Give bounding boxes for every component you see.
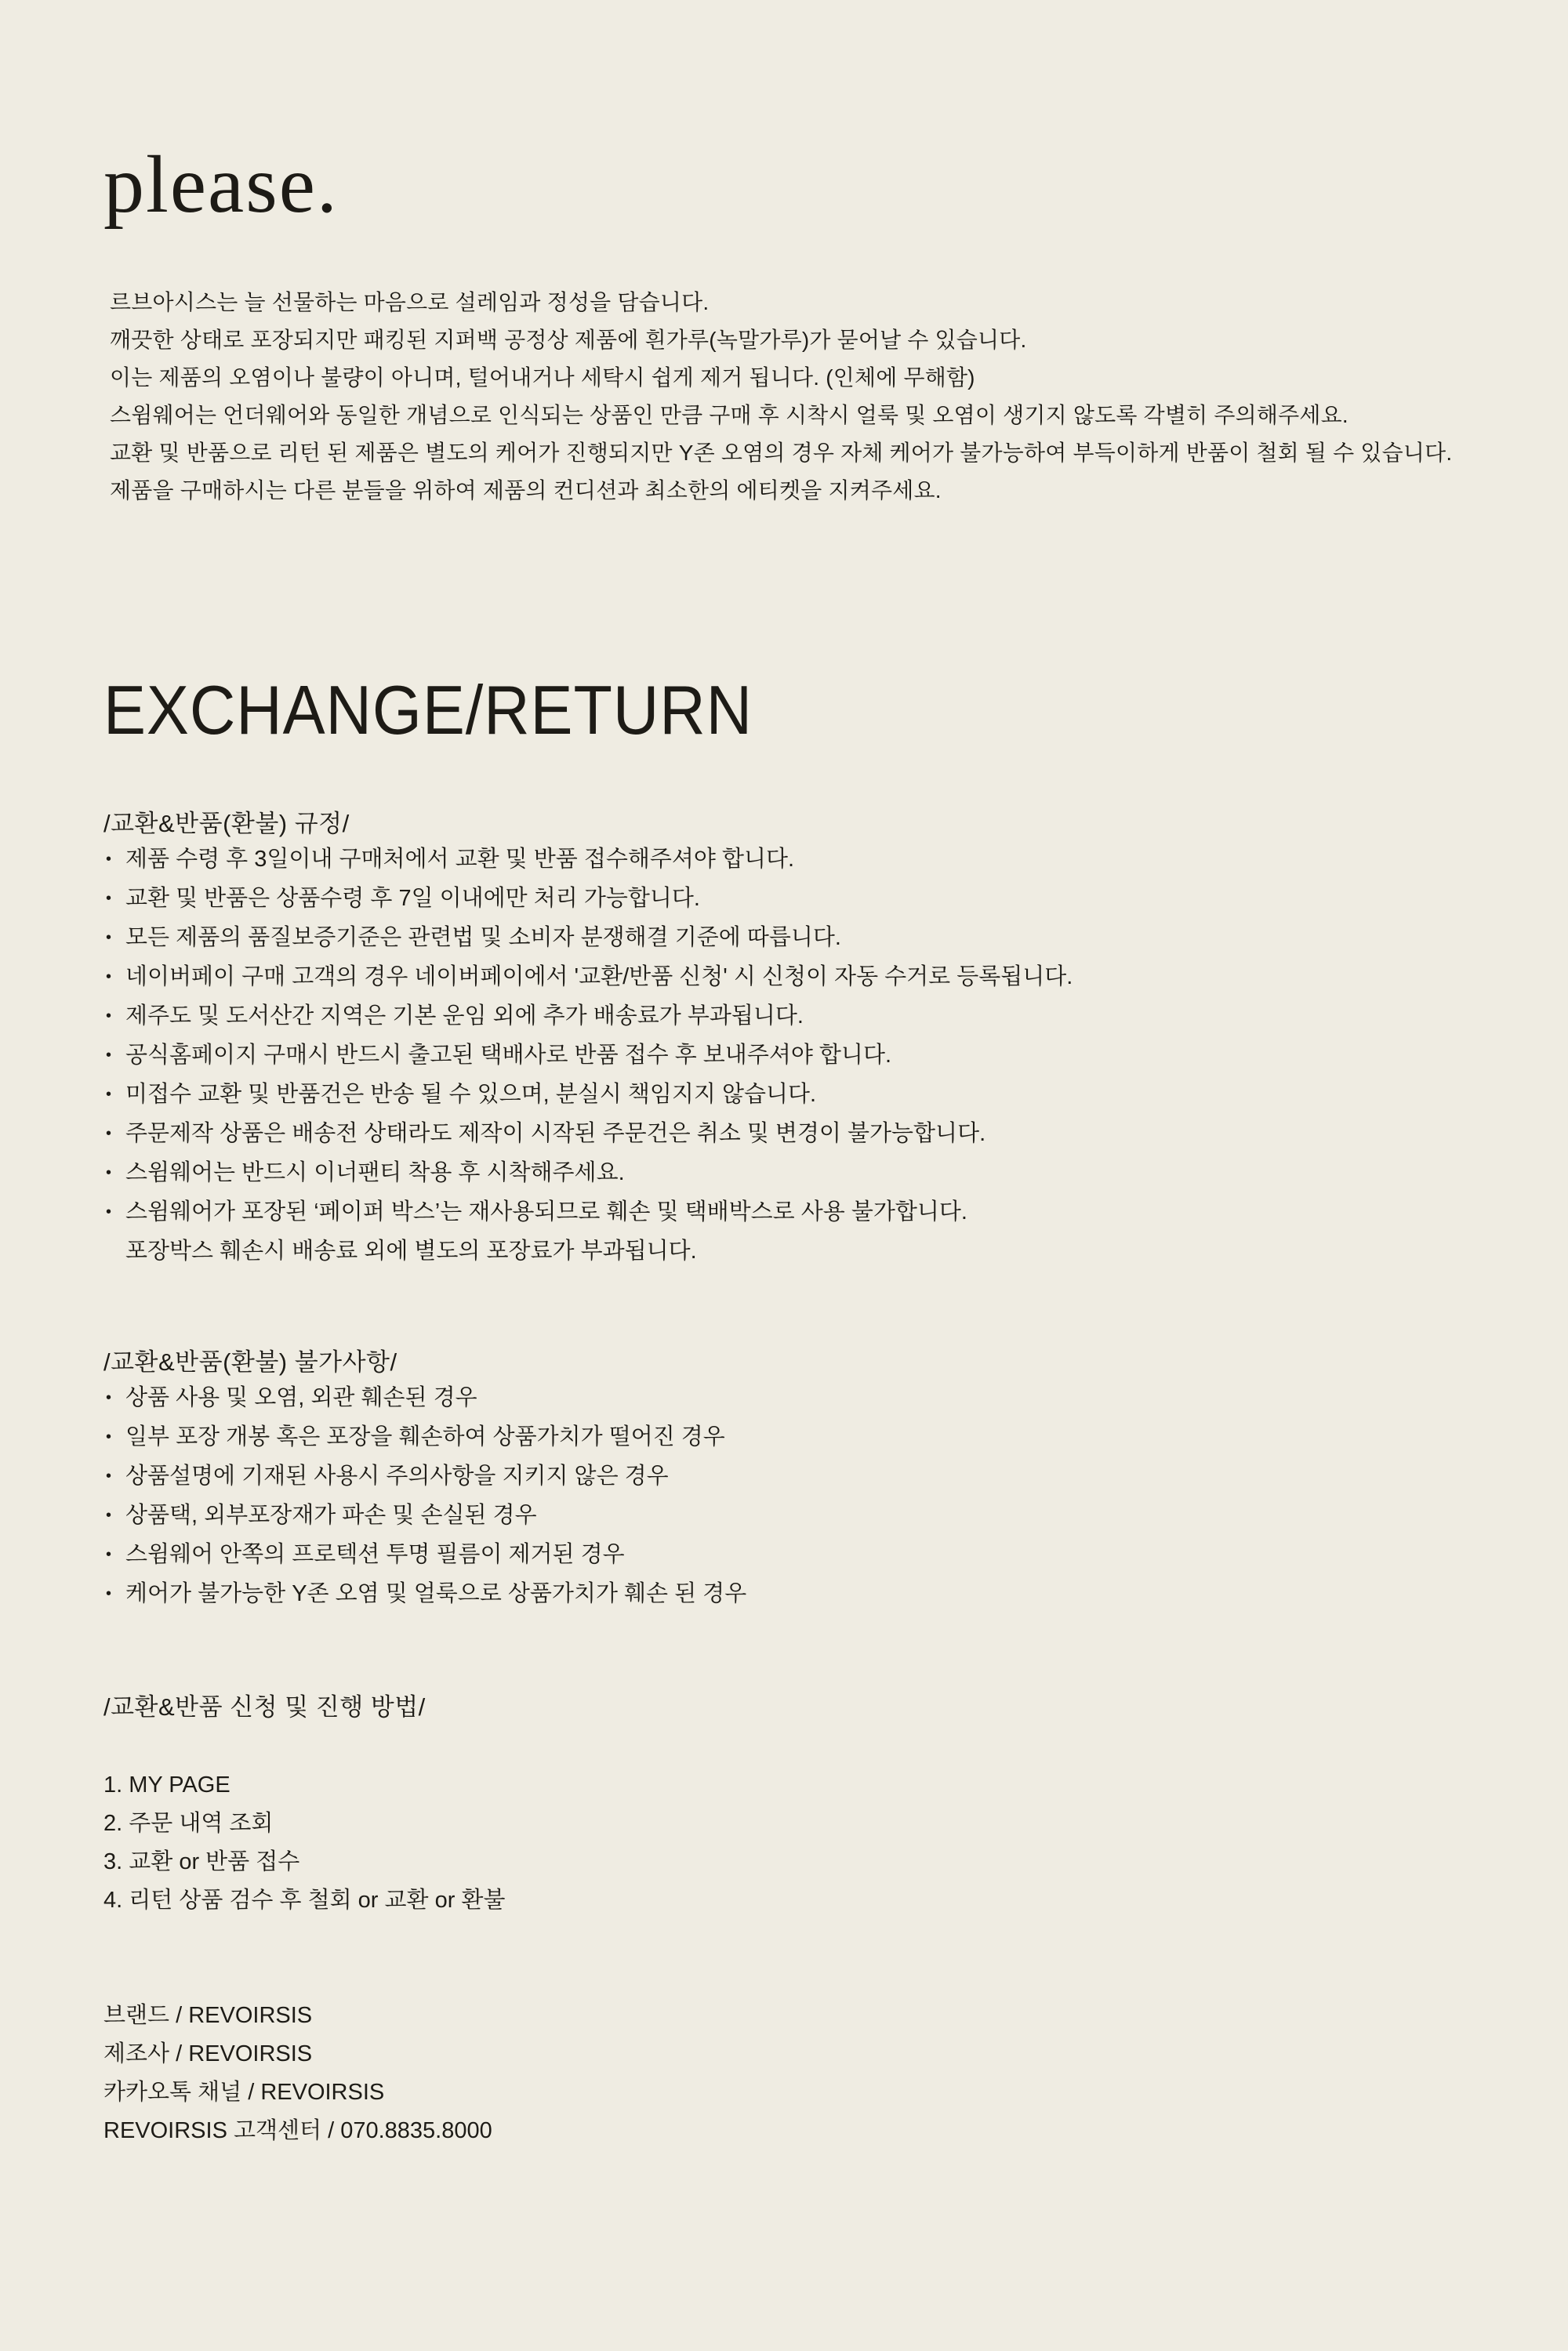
intro-line: 교환 및 반품으로 리턴 된 제품은 별도의 케어가 진행되지만 Y존 오염의 경우 자체 케어가 불가능하여 부득이하게 반품이 철회 될 수 있습니다. bbox=[110, 440, 1453, 465]
procedure-step: 2. 주문 내역 조회 bbox=[103, 1810, 274, 1836]
intro-line: 스윔웨어는 언더웨어와 동일한 개념으로 인식되는 상품인 만큼 구매 후 시착시 얼룩 및 오염이 생기지 않도록 각별히 주의해주세요. bbox=[110, 402, 1348, 427]
policy-item: • 스윔웨어는 반드시 이너팬티 착용 후 시착해주세요. bbox=[103, 1153, 1513, 1192]
intro-section bbox=[103, 0, 1513, 510]
restrictions-heading: /교환&반품(환불) 불가사항/ bbox=[103, 1348, 397, 1376]
policy-item: • 미접수 교환 및 반품건은 반송 될 수 있으며, 분실시 책임지지 않습니다. bbox=[103, 1075, 1513, 1114]
policy-item: • 공식홈페이지 구매시 반드시 출고된 택배사로 반품 접수 후 보내주셔야 합니다. bbox=[103, 1036, 1513, 1075]
procedure-steps bbox=[103, 1766, 1513, 1920]
intro-line: 제품을 구매하시는 다른 분들을 위하여 제품의 컨디션과 최소한의 에티켓을 지켜주세요. bbox=[110, 477, 942, 502]
brand-line: REVOIRSIS 고객센터 / 070.8835.8000 bbox=[103, 2117, 492, 2143]
brand-line: 카카오톡 채널 / REVOIRSIS bbox=[103, 2079, 385, 2105]
restriction-item: • 일부 포장 개봉 혹은 포장을 훼손하여 상품가치가 떨어진 경우 bbox=[103, 1417, 1513, 1457]
policy-item: • 제주도 및 도서산간 지역은 기본 운임 외에 추가 배송료가 부과됩니다. bbox=[103, 996, 1513, 1036]
procedure-heading: /교환&반품 신청 및 진행 방법/ bbox=[103, 1693, 426, 1721]
restriction-item: • 상품설명에 기재된 사용시 주의사항을 지키지 않은 경우 bbox=[103, 1457, 1513, 1496]
policy-item: • 교환 및 반품은 상품수령 후 7일 이내에만 처리 가능합니다. bbox=[103, 879, 1513, 918]
intro-line: 깨끗한 상태로 포장되지만 패킹된 지퍼백 공정상 제품에 흰가루(녹말가루)가 묻어날 수 있습니다. bbox=[110, 327, 1027, 352]
intro-title: please. bbox=[103, 140, 339, 230]
intro-line: 이는 제품의 오염이나 불량이 아니며, 털어내거나 세탁시 쉽게 제거 됩니다. (인체에 무해함) bbox=[110, 365, 975, 390]
restriction-item: • 케어가 불가능한 Y존 오염 및 얼룩으로 상품가치가 훼손 된 경우 bbox=[103, 1574, 1513, 1613]
policy-item: • 모든 제품의 품질보증기준은 관련법 및 소비자 분쟁해결 기준에 따릅니다. bbox=[103, 918, 1513, 957]
procedure-step: 4. 리턴 상품 검수 후 철회 or 교환 or 환불 bbox=[103, 1887, 506, 1913]
intro-line: 르브아시스는 늘 선물하는 마음으로 설레임과 정성을 담습니다. bbox=[110, 289, 710, 314]
policy-item: • 주문제작 상품은 배송전 상태라도 제작이 시작된 주문건은 취소 및 변경이 불가능합니다. bbox=[103, 1114, 1513, 1153]
restrictions-list bbox=[103, 1378, 1513, 1613]
exchange-return-section bbox=[103, 671, 1513, 2150]
brand-line: 브랜드 / REVOIRSIS bbox=[103, 2002, 313, 2028]
policy-list bbox=[103, 840, 1513, 1271]
procedure-step: 1. MY PAGE bbox=[103, 1772, 230, 1798]
procedure-step: 3. 교환 or 반품 접수 bbox=[103, 1849, 300, 1874]
policy-item: • 스윔웨어가 포장된 ‘페이퍼 박스’는 재사용되므로 훼손 및 택배박스로 사용 불가합니다. bbox=[103, 1192, 1513, 1232]
policy-item-note: 포장박스 훼손시 배송료 외에 별도의 포장료가 부과됩니다. bbox=[125, 1238, 697, 1264]
policy-heading: /교환&반품(환불) 규정/ bbox=[103, 809, 350, 837]
restriction-item: • 스윔웨어 안쪽의 프로텍션 투명 필름이 제거된 경우 bbox=[103, 1535, 1513, 1574]
restriction-item: • 상품택, 외부포장재가 파손 및 손실된 경우 bbox=[103, 1496, 1513, 1535]
restriction-item: • 상품 사용 및 오염, 외관 훼손된 경우 bbox=[103, 1378, 1513, 1417]
policy-item: • 네이버페이 구매 고객의 경우 네이버페이에서 '교환/반품 신청' 시 신청이 자동 수거로 등록됩니다. bbox=[103, 957, 1513, 996]
exchange-return-title: EXCHANGE/RETURN bbox=[103, 670, 753, 749]
brand-line: 제조사 / REVOIRSIS bbox=[103, 2041, 313, 2066]
intro-paragraph bbox=[103, 284, 1513, 510]
brand-info bbox=[103, 1997, 1513, 2150]
policy-item: • 제품 수령 후 3일이내 구매처에서 교환 및 반품 접수해주셔야 합니다. bbox=[103, 840, 1513, 879]
